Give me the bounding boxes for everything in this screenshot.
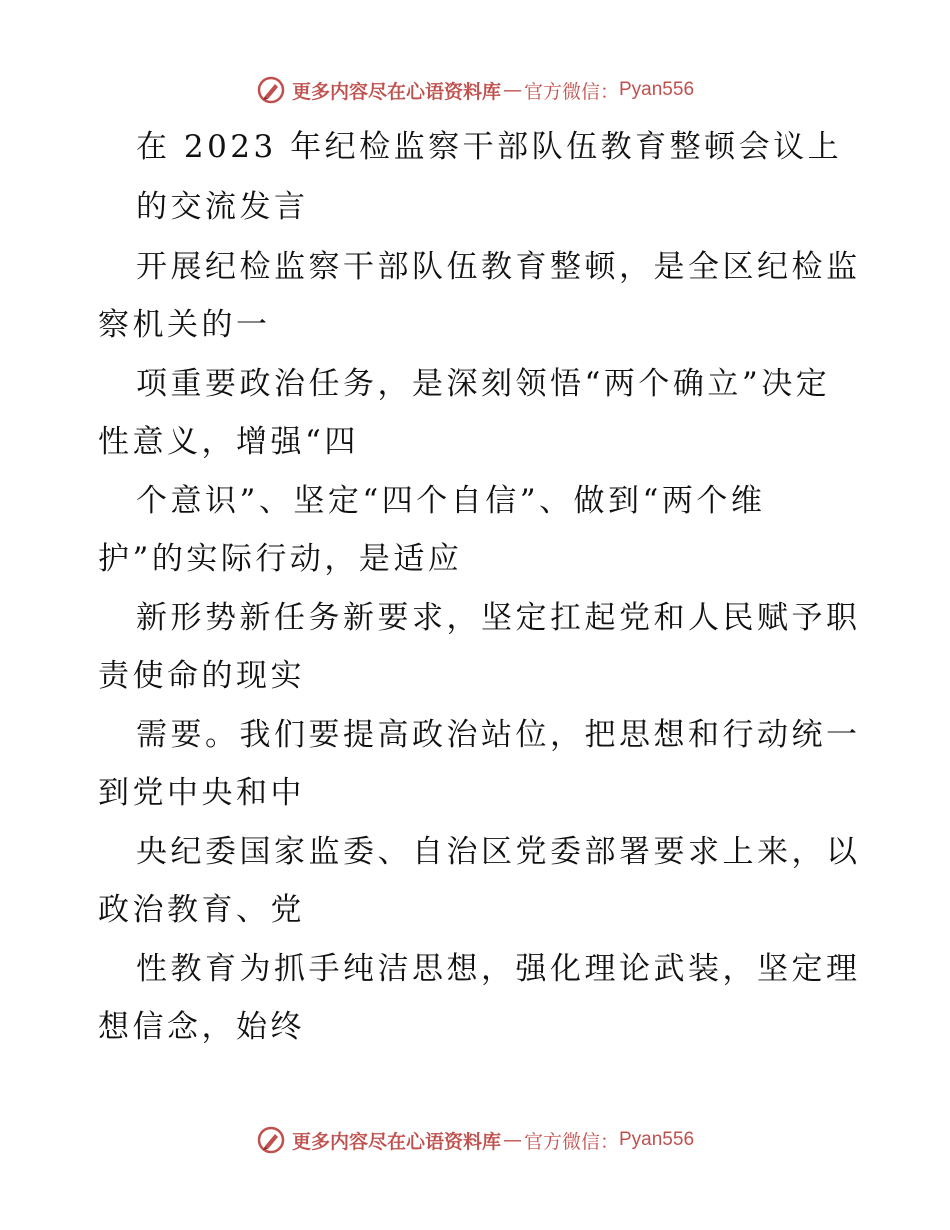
text-line: 政治教育、党 [98,892,305,928]
text-line: 开展纪检监察干部队伍教育整顿，是全区纪检监 [136,249,861,285]
watermark-wechat-label: 官方微信： [523,1130,619,1153]
text-line: 个意识”、坚定“四个自信”、做到“两个维 [136,483,766,519]
pen-nib-logo-icon [256,75,286,105]
pen-nib-logo-icon [256,1125,286,1155]
text-line: 责使命的现实 [98,658,305,694]
title-line-1: 在 2023 年纪检监察干部队伍教育整顿会议上 [136,129,843,165]
watermark-separator: — [502,79,522,101]
text-line: 性教育为抓手纯洁思想，强化理论武装，坚定理 [136,951,861,987]
watermark-site-name: 更多内容尽在心语资料库 [291,1130,501,1153]
watermark-wechat-label: 官方微信： [523,80,619,103]
header-watermark [0,70,950,110]
text-line: 央纪委国家监委、自治区党委部署要求上来，以 [136,834,861,870]
watermark-wechat-id: Pyan556 [619,1129,695,1150]
text-line: 新形势新任务新要求，坚定扛起党和人民赋予职 [136,600,861,636]
text-line: 项重要政治任务，是深刻领悟“两个确立”决定 [136,366,831,402]
text-line: 到党中央和中 [98,775,305,811]
footer-watermark [0,1120,950,1160]
title-line-2: 的交流发言 [136,189,309,225]
text-line: 需要。我们要提高政治站位，把思想和行动统一 [136,717,861,753]
watermark-separator: — [502,1129,522,1151]
watermark-site-name: 更多内容尽在心语资料库 [291,80,501,103]
text-line: 性意义，增强“四 [98,424,359,460]
text-line: 想信念，始终 [98,1009,305,1045]
watermark-wechat-id: Pyan556 [619,79,695,100]
text-line: 察机关的一 [98,307,271,343]
text-line: 护”的实际行动，是适应 [98,541,463,577]
